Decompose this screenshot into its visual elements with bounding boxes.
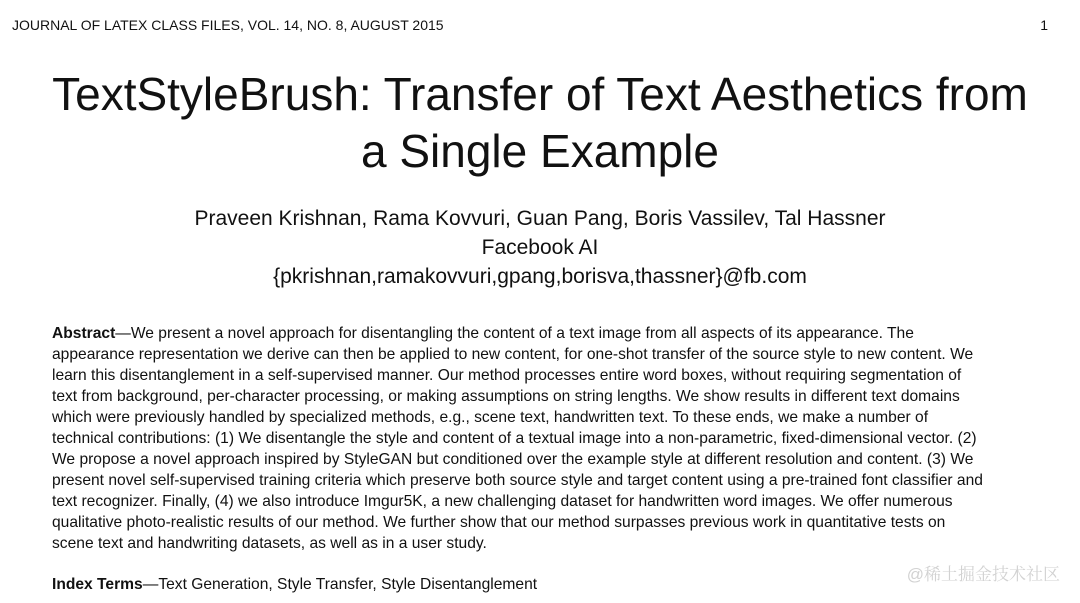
abstract-line: appearance representation we derive can then be applied to new content, for one-shot transfer of the source style to new content. We [52,346,974,363]
page-number: 1 [1040,17,1048,33]
abstract-line: text from background, per-character processing, or making assumptions on string lengths. We show results in different text domains [52,388,960,405]
abstract-line: We propose a novel approach inspired by StyleGAN but conditioned over the example style at different resolution and content. (3) We [52,451,974,468]
abstract-line: learn this disentanglement in a self-supervised manner. Our method processes entire word boxes, without requiring segmentation of [52,367,962,384]
abstract-line: scene text and handwriting datasets, as well as in a user study. [52,535,487,552]
author-affiliation: Facebook AI [481,236,599,259]
author-emails: {pkrishnan,ramakovvuri,gpang,borisva,thassner}@fb.com [273,265,807,288]
abstract-line: present novel self-supervised training criteria which preserve both source style and target content using a pre-trained font classifier and [52,472,983,489]
abstract-line [52,323,1042,344]
index-terms [52,574,537,595]
abstract-line: which were previously handled by specialized methods, e.g., scene text, handwritten text. To these ends, we make a number of [52,409,929,426]
abstract-label: Abstract [52,325,116,342]
author-names: Praveen Krishnan, Rama Kovvuri, Guan Pang, Boris Vassilev, Tal Hassner [194,207,886,230]
paper-title [0,66,1080,180]
abstract-line: qualitative photo-realistic results of our method. We further show that our method surpasses previous work in quantitative tests on [52,514,946,531]
abstract-line: text recognizer. Finally, (4) we also introduce Imgur5K, a new challenging dataset for handwritten word images. We offer numerous [52,493,953,510]
index-terms-label: Index Terms [52,576,143,593]
abstract [52,323,1042,554]
index-terms-text: —Text Generation, Style Transfer, Style Disentanglement [142,576,538,593]
abstract-text: —We present a novel approach for disentangling the content of a text image from all aspects of its appearance. The [115,325,914,342]
abstract-line: technical contributions: (1) We disentangle the style and content of a textual image into a non-parametric, fixed-dimensional vector. (2) [52,430,977,447]
journal-header: JOURNAL OF LATEX CLASS FILES, VOL. 14, NO. 8, AUGUST 2015 [12,17,444,33]
paper-title-line-2: a Single Example [361,125,719,177]
paper-title-line-1: TextStyleBrush: Transfer of Text Aesthetics from [52,68,1028,120]
author-block [0,204,1080,291]
watermark: @稀土掘金技术社区 [906,565,1060,584]
